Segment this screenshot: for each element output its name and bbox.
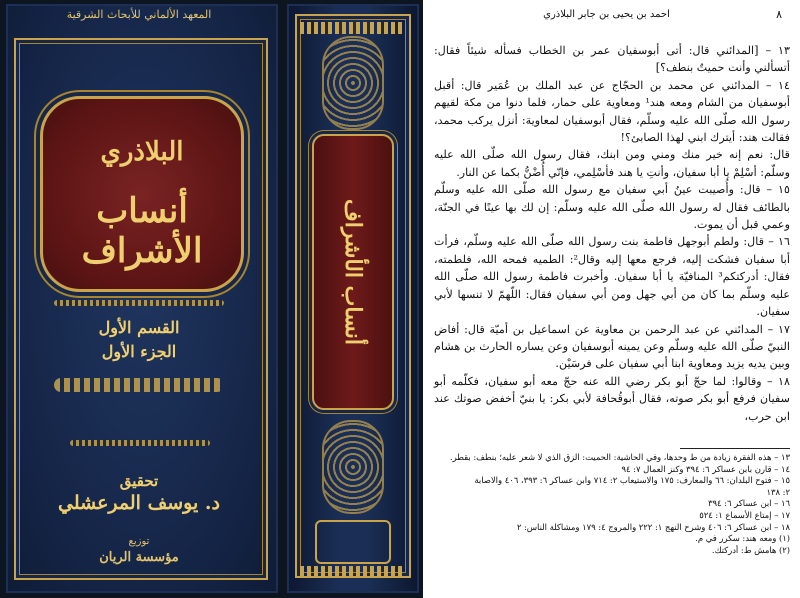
cover-editor-label: تحقيق <box>119 472 159 490</box>
spine-ornament-band <box>300 566 402 578</box>
page-number: ٨ <box>776 8 782 21</box>
footnote: ١٥ – فتوح البلدان: ٦٦ والمعارف: ١٧٥ والاستيعاب ٢: ٧١٤ وابن عساكر ٦: ٣٩٣، ٤٠٦ والاصابة <box>474 475 790 486</box>
spine-ornament <box>322 420 384 514</box>
spine-title-panel <box>312 134 394 410</box>
paragraph: ١٨ – وقالوا: لما حجّ أبو بكر رضي الله عنه حجّ معه أبو سفيان، فكلّمه أبو سفيان فرفع أبو بكر صوته، فقال أبوقُحافة لأبي بكر: يا بنيّ أخفض صوتك عند ابن حرب، <box>434 374 790 423</box>
footnote: (٢) هامش ط: أدركتك. <box>711 544 790 555</box>
paragraph: ١٣ – [المدائني قال: أتى أبوسفيان عمر بن الخطاب فسأله شيئاً فقال: أتسألني وأنت حميتٌ بنطف؟] <box>434 44 790 75</box>
paragraph: ١٧ – المدائني عن عبد الرحمن بن معاوية عن اسماعيل بن أميّة قال: أفاض النبيّ صلّى الله عليه وسلّم وعن يمينه أبوسفيان وعن يساره الحارث بن هشام وبين يديه يزيد ومعاوية ابنا أبي سفيان على فرسَيْن. <box>434 322 790 371</box>
cover-publisher-top: المعهد الألماني للأبحاث الشرقية <box>66 8 212 21</box>
spine-title: أنساب الأشراف <box>340 199 366 345</box>
footnote: ٢: ١٣٨ <box>766 486 790 497</box>
cover-distributor: مؤسسة الريان <box>99 550 179 565</box>
cover-ornament-band <box>54 378 224 392</box>
footnote: ١٨ – ابن عساكر ٦: ٤٠٦ وشرح النهج ١: ٢٢٢ والمروج ٤: ١٧٩ ومشاكلة الناس: ٢ <box>516 521 790 532</box>
cover-ornament-divider <box>54 300 224 306</box>
cover-volume: الجزء الأول <box>101 342 177 361</box>
book-page <box>423 0 800 598</box>
spine-ornament <box>322 36 384 130</box>
cover-ornament-divider <box>70 440 210 446</box>
spine-ornament-band <box>300 22 402 34</box>
cover-distributor-label: توزيع <box>128 536 150 547</box>
cover-author: البلاذري <box>100 137 184 167</box>
footnote: ١٧ – إمتاع الأسماع ١: ٥٢٤ <box>699 509 790 520</box>
running-head: احمد بن يحيى بن جابر البلاذري <box>543 9 670 20</box>
spine-ornament-box <box>315 520 391 564</box>
cover-title-panel <box>40 96 244 292</box>
cover-section: القسم الأول <box>98 318 180 337</box>
paragraph: قال: نعم إنه خير منك ومني ومن ابنك، فقال رسول الله صلّى الله عليه وسلّم: أسْلِمْ يا أبا سفيان، وأنتِ يا هند فأسْلِمي، فإنّي أُضْنُّ بكما عن النار. <box>434 148 790 179</box>
footnote: ١٤ – قارن بابن عساكر ٦: ٣٩٤ وكنز العمال ٧: ٩٤ <box>621 463 790 474</box>
paragraph: ١٤ – المدائني عن محمد بن الحجّاج عن عبد الملك بن عُمَير قال: أقبل أبوسفيان من الشام ومعه هند¹ ومعاوية على حمار، فلما دنوا من مكة لقيهم رسول الله صلّى الله عليه وسلّم، فقال أبوسفيان لمعاوية: أنزل يركب محمد، فقالت هند: أيترك ابني لهذا الصابئ؟! <box>434 78 790 145</box>
footnote: ١٣ – هذه الفقرة زيادة من ط وحدها، وفي الحاشية: الحميت: الزق الذي لا شعر عليه؛ بنطف: بقطر. <box>449 452 790 462</box>
footnote: (١) ومعه هند: سكرر في م. <box>695 533 790 544</box>
paragraph: ١٥ – قال: وأُصيبت عينُ أبي سفيان مع رسول الله صلّى الله عليه وسلّم بالطائف فقال له رسول الله صلّى الله عليه وسلّم: إن لك بها عينًا في الجنّة، وعمي قبل أن يموت. <box>434 183 790 232</box>
footnote-divider <box>680 448 790 449</box>
paragraph: ١٦ – قال: ولطم أبوجهل فاطمة بنت رسول الله صلّى الله عليه وسلّم، فرأت أبا سفيان فشكت إليه، فرجع معها إليه وقال²: الطميه فمحه الله، فلطمته، فقال: أدركتكم³ المنافيّة يا أبا سفيان. وأخبرت فاطمة رسول الله صلّى الله عليه وسلّم بما كان من أبي جهل ومن أبي سفيان فقال: اللّهمّ لا تنسها لأبي سفيان. <box>434 235 791 319</box>
cover-title: أنساب الأشراف <box>81 191 203 271</box>
footnotes <box>434 452 790 556</box>
page-body <box>434 42 790 425</box>
cover-editor: د. يوسف المرعشلي <box>58 492 220 514</box>
footnote: ١٦ – ابن عساكر ٦: ٣٩٤ <box>708 498 790 509</box>
